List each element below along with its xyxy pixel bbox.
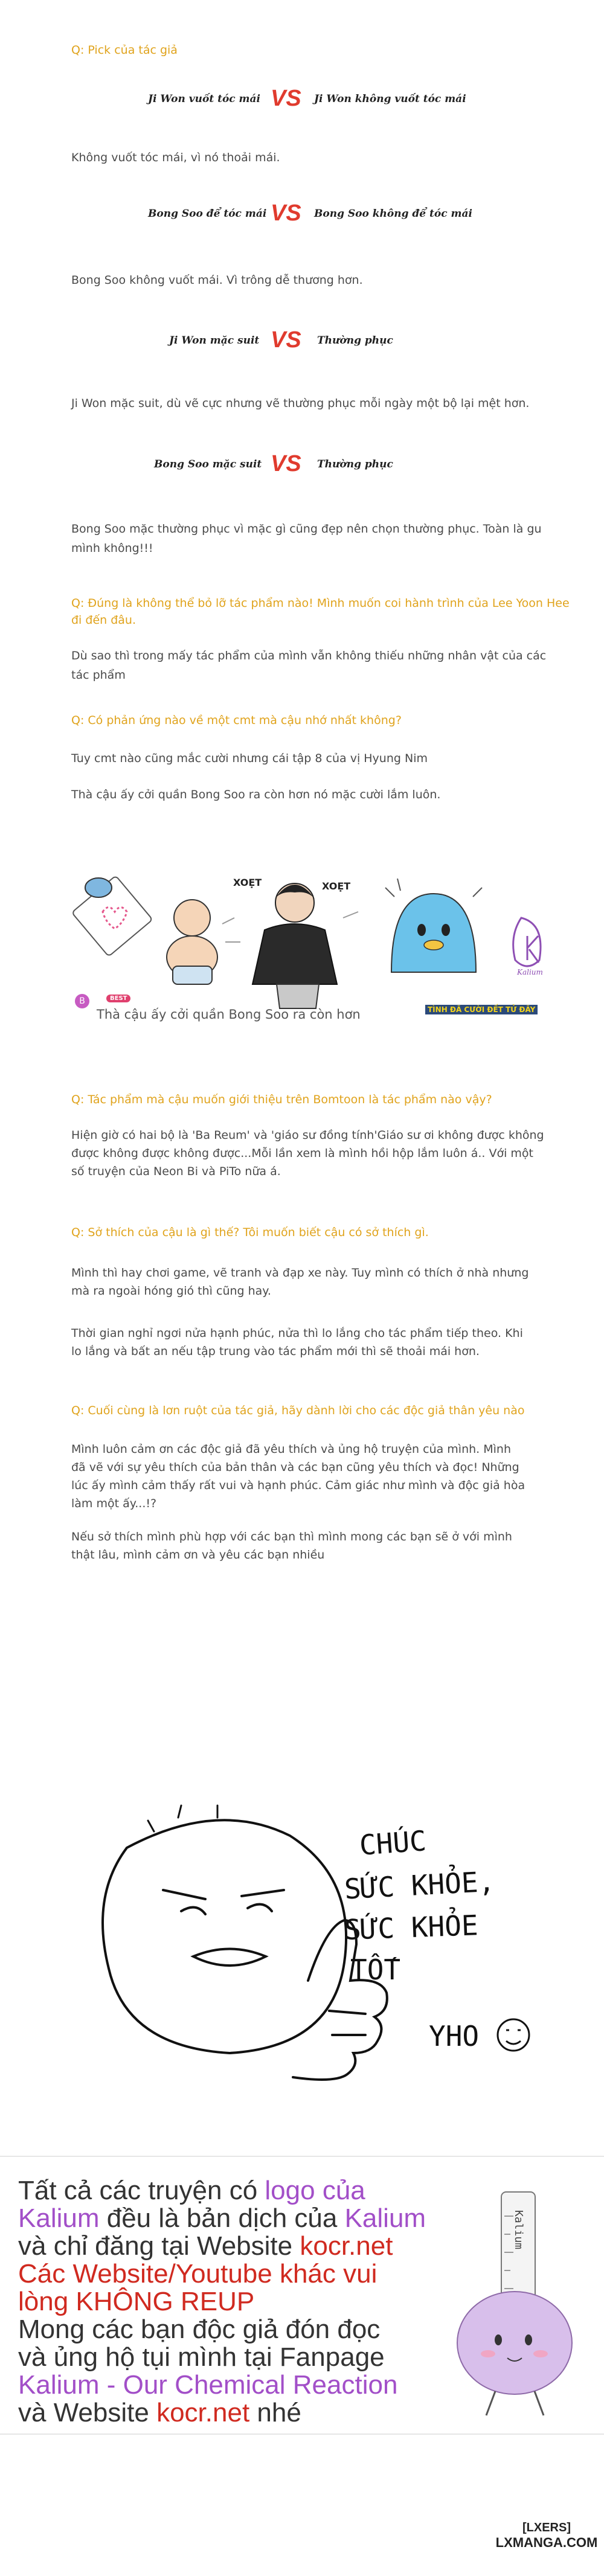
answer-text: Không vuốt tóc mái, vì nó thoải mái.	[71, 151, 280, 164]
banner-text: nhé	[249, 2398, 301, 2427]
banner-bottom-rule	[0, 2433, 604, 2435]
answer-line: Dù sao thì trong mấy tác phẩm của mình vẫn không thiếu những nhân vật của các	[71, 649, 547, 662]
tube-label: Kalium	[512, 2210, 525, 2250]
sfx-text: XOẸT	[322, 880, 351, 892]
answer-text	[71, 646, 546, 685]
vs-row-3	[0, 326, 604, 362]
sfx-text: XOẸT	[233, 877, 262, 888]
vs-mark: VS	[271, 86, 301, 111]
answer-text	[71, 1528, 512, 1564]
vs-row-4	[0, 450, 604, 486]
answer-line: Hiện giờ có hai bộ là 'Ba Reum' và 'giáo sư đồng tính'Giáo sư ơi không được không	[71, 1129, 544, 1142]
kalium-logo-text: Kalium	[517, 968, 543, 976]
banner-text: và Website	[18, 2398, 157, 2427]
banner-line	[18, 2232, 426, 2260]
vs-row-2	[0, 199, 604, 235]
question-line: đi đến đâu.	[71, 614, 136, 627]
kalium-logo-icon	[513, 918, 541, 966]
boy-character	[252, 883, 337, 1008]
question: Q: Sở thích của cậu là gì thế? Tôi muốn biết cậu có sở thích gì.	[71, 1226, 429, 1239]
question: Q: Có phản ứng nào về một cmt mà cậu nhớ nhất không?	[71, 714, 402, 727]
thumbs-up-drawing	[91, 1781, 550, 2083]
question-picks: Q: Pick của tác giả	[71, 43, 178, 57]
watermark-line1: [LXERS]	[522, 2521, 571, 2534]
answer-line: thật lâu, mình cảm ơn và yêu các bạn nhiều	[71, 1548, 325, 1562]
banner-top-rule	[0, 2156, 604, 2157]
vs-left-label: Ji Won vuốt tóc mái	[148, 93, 261, 105]
answer-text	[71, 1264, 528, 1300]
banner-line: và ủng hộ tụi mình tại Fanpage	[18, 2342, 385, 2372]
banner-line	[18, 2205, 426, 2232]
comic-panel	[71, 845, 567, 1020]
baby-character	[167, 900, 217, 984]
answer-line: Mình thì hay chơi game, vẽ tranh và đạp xe này. Tuy mình có thích ở nhà nhưng	[71, 1266, 529, 1280]
drawing-text-line2: SỨC KHỎE,	[343, 1865, 496, 1906]
comment-avatar: B	[75, 994, 89, 1008]
banner-line	[18, 2177, 426, 2205]
vs-mark: VS	[271, 200, 301, 226]
question	[71, 595, 570, 629]
translation-notice	[18, 2177, 426, 2427]
blue-hand-icon	[85, 878, 112, 897]
thumbs-up-face-icon	[91, 1781, 550, 2083]
best-badge: BEST	[106, 995, 130, 1002]
drawing-text-line1: CHÚC	[358, 1824, 428, 1862]
answer-line: được không được không được...Mỗi lần xem là mình hồi hộp lắm luôn á.. Với một	[71, 1147, 533, 1160]
vs-left-label: Bong Soo để tóc mái	[148, 208, 267, 220]
banner-line: Các Website/Youtube khác vui	[18, 2259, 378, 2289]
reaction-stamp: TÌNH ĐÃ CƯỜI ĐẾT TỬ ĐÂY	[425, 1005, 538, 1014]
answer-line: đã vẽ với sự yêu thích của bản thân và các bạn cũng yêu thích và đọc! Những	[71, 1461, 519, 1474]
vs-left-label: Ji Won mặc suit	[169, 335, 260, 347]
answer-line: mình không!!!	[71, 542, 153, 555]
comic-illustration	[71, 845, 567, 1020]
banner-highlight: Kalium	[344, 2203, 426, 2233]
answer-line: lúc ấy mình cảm thấy rất vui và hạnh phúc. Cảm giác như mình và độc giả hòa	[71, 1479, 525, 1492]
answer-line: Thời gian nghỉ ngơi nửa hạnh phúc, nửa thì lo lắng cho tác phẩm tiếp theo. Khi	[71, 1327, 523, 1340]
answer-line: Nếu sở thích mình phù hợp với các bạn thì mình mong các bạn sẽ ở với mình	[71, 1530, 512, 1543]
banner-highlight: Kalium	[18, 2203, 100, 2233]
banner-link[interactable]: kocr.net	[300, 2231, 393, 2261]
vs-mark: VS	[271, 451, 301, 476]
question: Q: Tác phẩm mà cậu muốn giới thiệu trên Bomtoon là tác phẩm nào vậy?	[71, 1093, 492, 1106]
answer-line: Bong Soo mặc thường phục vì mặc gì cũng đẹp nên chọn thường phục. Toàn là gu	[71, 522, 542, 536]
answer-line: lo lắng và bất an nếu tập trung vào tác phẩm mới thì sẽ thoải mái hơn.	[71, 1345, 480, 1358]
banner-fanpage[interactable]: Kalium - Our Chemical Reaction	[18, 2370, 398, 2400]
vs-right-label: Bong Soo không để tóc mái	[314, 208, 472, 220]
answer-text	[71, 1324, 523, 1360]
banner-link[interactable]: kocr.net	[156, 2398, 250, 2427]
answer-line: số truyện của Neon Bi và PiTo nữa á.	[71, 1165, 281, 1178]
banner-line: Mong các bạn độc giả đón đọc	[18, 2315, 381, 2344]
banner-highlight: logo của	[265, 2176, 365, 2205]
drawing-text-line3: SỨC KHỎE	[344, 1909, 479, 1946]
kalium-mascot	[441, 2186, 586, 2421]
answer-text: Thà cậu ấy cởi quần Bong Soo ra còn hơn nó mặc cười lắm luôn.	[71, 788, 441, 801]
answer-text: Ji Won mặc suit, dù vẽ cực nhưng vẽ thường phục mỗi ngày một bộ lại mệt hơn.	[71, 397, 530, 410]
answer-line: Mình luôn cảm ơn các độc giả đã yêu thích và ủng hộ truyện của mình. Mình	[71, 1443, 512, 1456]
banner-text: đều là bản dịch của	[99, 2203, 345, 2233]
answer-text: Tuy cmt nào cũng mắc cười nhưng cái tập 8 của vị Hyung Nim	[71, 752, 428, 765]
vs-right-label: Thường phục	[317, 458, 393, 470]
blue-blob-character	[391, 894, 476, 972]
vs-row-1	[0, 85, 604, 121]
vs-mark: VS	[271, 327, 301, 353]
answer-line: mà ra ngoài hóng gió thì cũng hay.	[71, 1284, 271, 1298]
banner-text: Tất cả các truyện có	[18, 2176, 265, 2205]
answer-text	[71, 1440, 525, 1513]
question: Q: Cuối cùng là lơn ruột của tác giả, hãy dành lời cho các độc giả thân yêu nào	[71, 1404, 525, 1417]
comment-text: Thà cậu ấy cởi quần Bong Soo ra còn hơn	[97, 1007, 361, 1022]
watermark-line2: LXMANGA.COM	[495, 2535, 598, 2550]
answer-text	[71, 519, 542, 558]
drawing-text-yho: YHO	[429, 2020, 480, 2052]
drawing-text-line4: TỐT	[350, 1953, 401, 1986]
watermark	[495, 2521, 598, 2551]
answer-line: làm một ấy...!?	[71, 1497, 157, 1510]
answer-text: Bong Soo không vuốt mái. Vì trông dễ thương hơn.	[71, 274, 363, 287]
banner-text: và chỉ đăng tại Website	[18, 2231, 300, 2261]
answer-text	[71, 1126, 544, 1181]
banner-line: lòng KHÔNG REUP	[18, 2287, 255, 2316]
vs-right-label: Ji Won không vuốt tóc mái	[314, 93, 466, 105]
question-line: Q: Đúng là không thể bỏ lỡ tác phẩm nào! Mình muốn coi hành trình của Lee Yoon Hee	[71, 597, 570, 610]
vs-right-label: Thường phục	[317, 335, 393, 347]
answer-line: tác phẩm	[71, 668, 126, 682]
vs-left-label: Bong Soo mặc suit	[154, 458, 262, 470]
banner-line	[18, 2399, 426, 2427]
